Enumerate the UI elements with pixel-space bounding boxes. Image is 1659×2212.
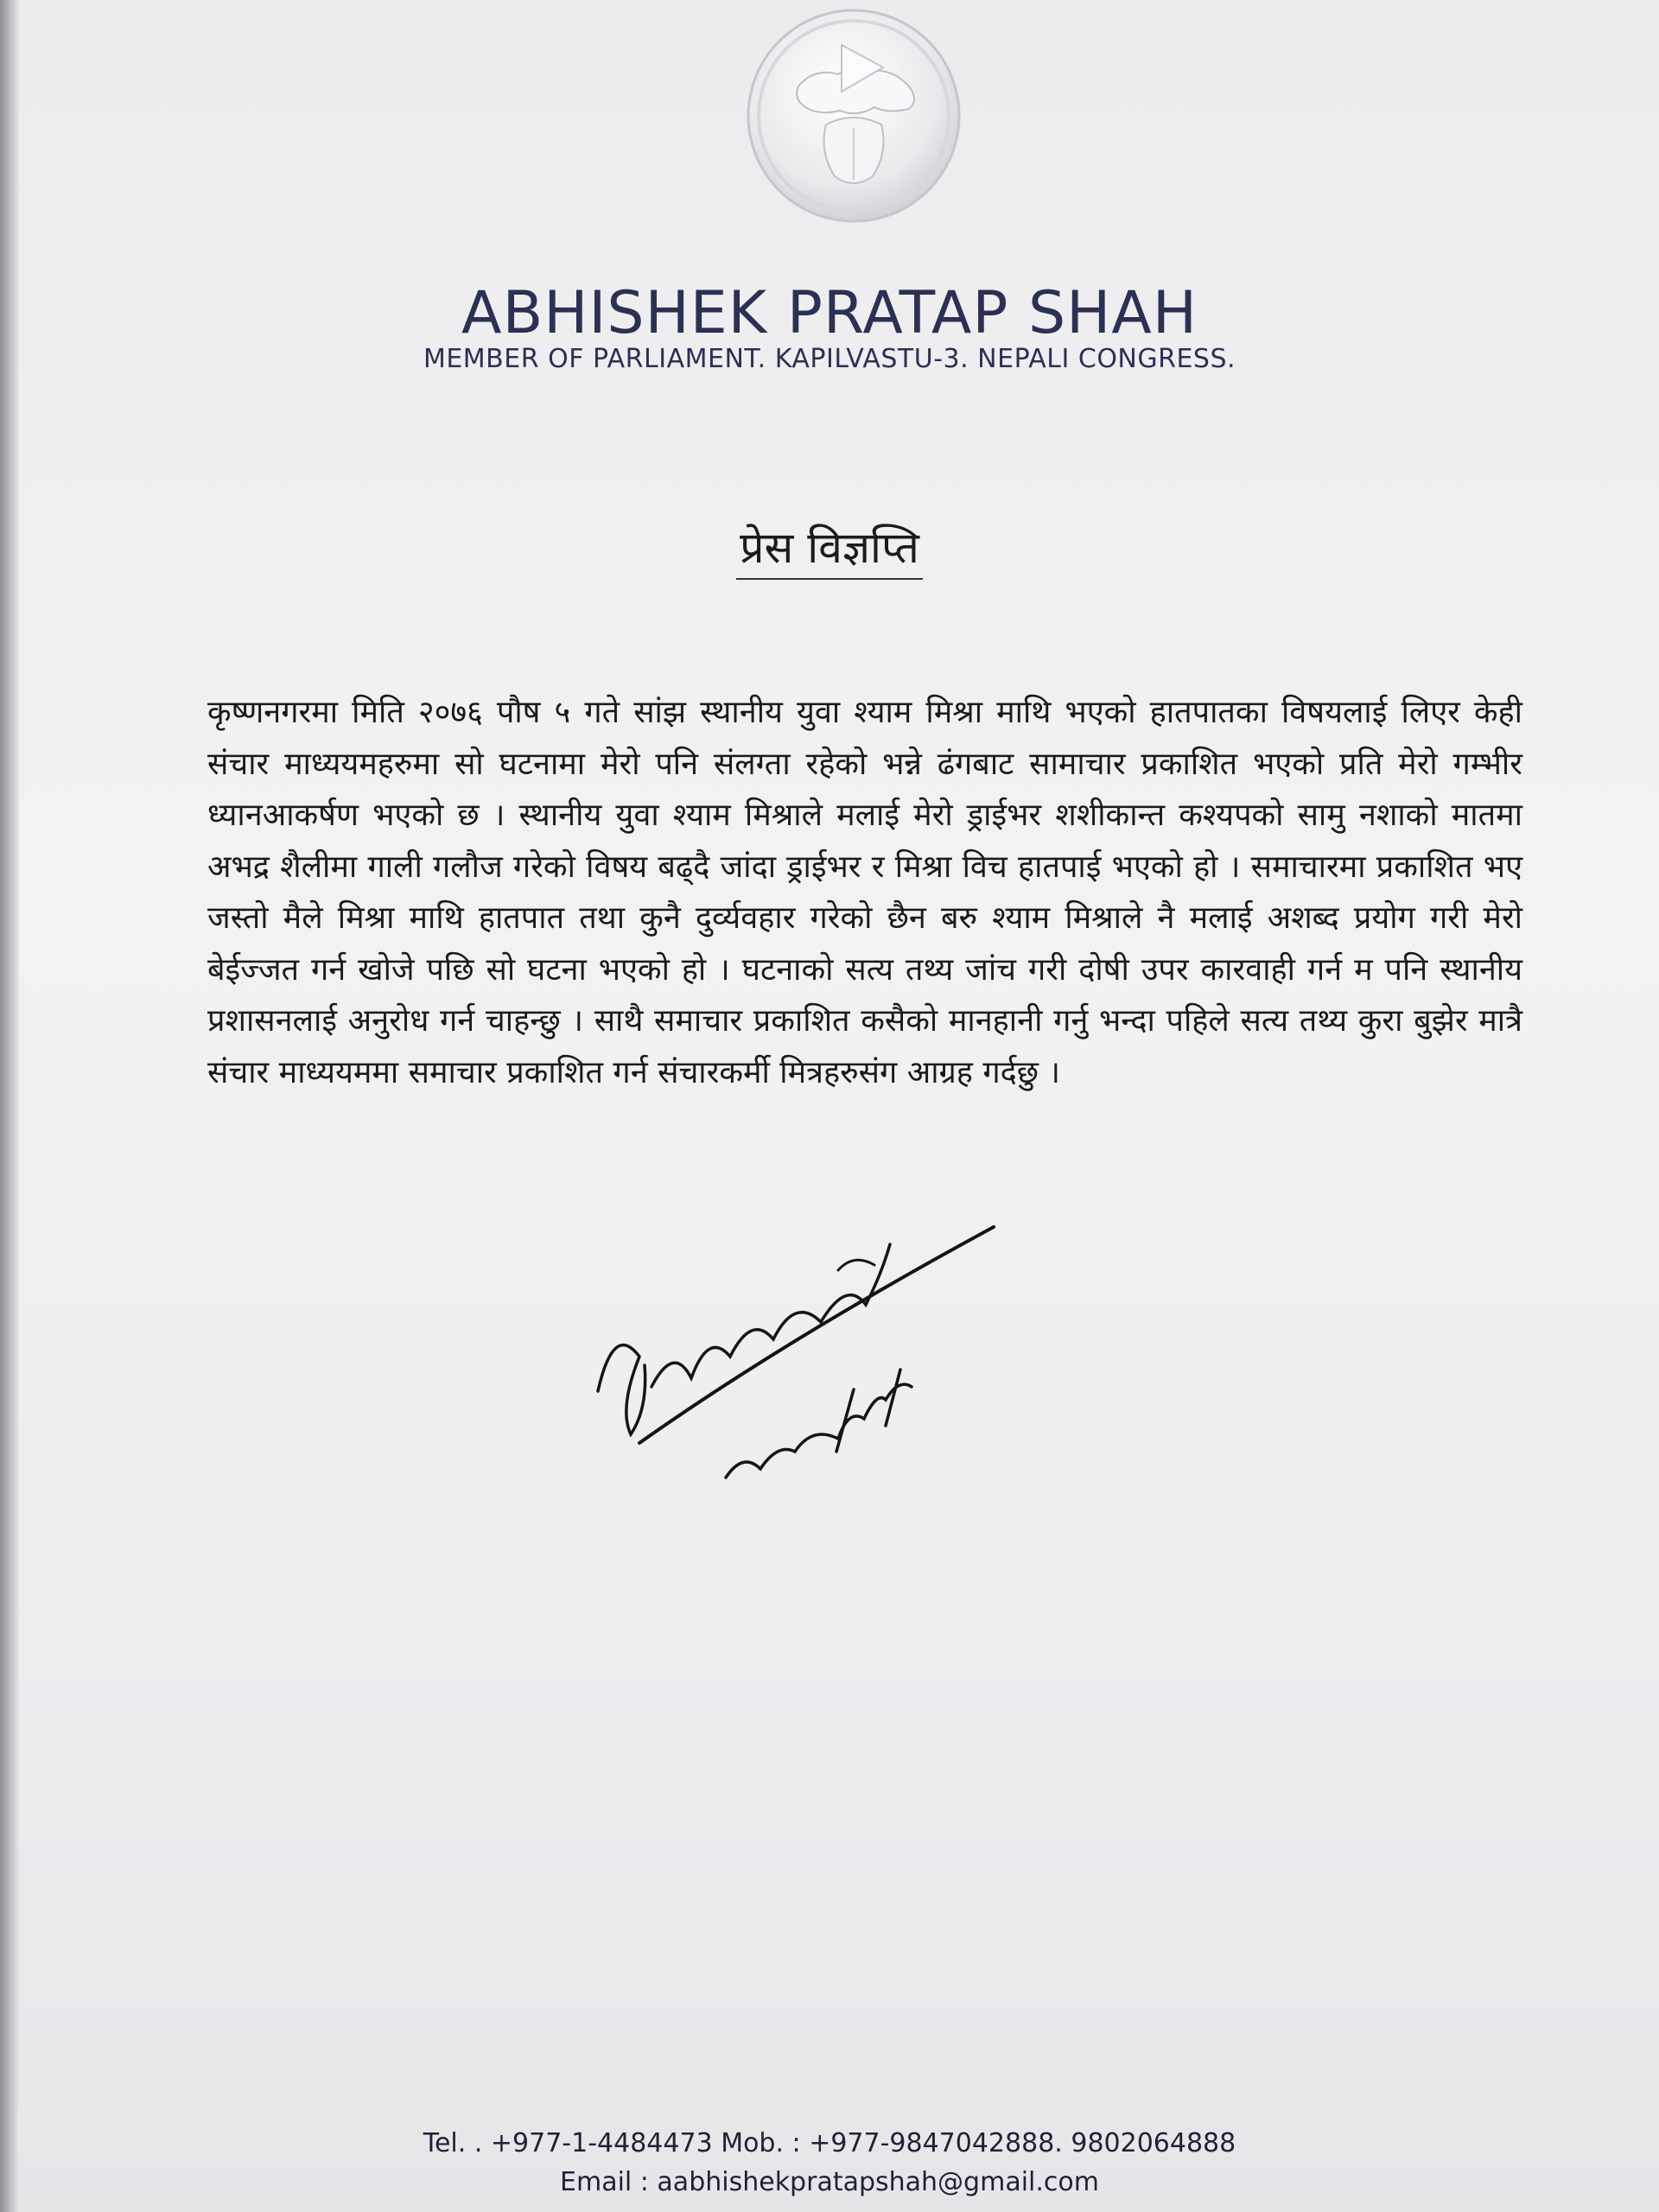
letterhead-designation: MEMBER OF PARLIAMENT. KAPILVASTU-3. NEPALI CONGRESS. <box>423 344 1236 374</box>
handwritten-signature <box>579 1192 1011 1503</box>
letterhead-name: ABHISHEK PRATAP SHAH <box>461 279 1198 347</box>
footer-email: Email : aabhishekpratapshah@gmail.com <box>560 2167 1099 2197</box>
press-release-body: कृष्णनगरमा मिति २०७६ पौष ५ गते सांझ स्थानीय युवा श्याम मिश्रा माथि भएको हातपातका विषयलाई लिएर केही संचार माध्ययमहरुमा सो घटनामा मेरो पनि संलग्ता रहेको भन्ने ढंगबाट सामाचार प्रकाशित भएको प्रति मेरो गम्भीर ध्यानआकर्षण भएको छ । स्थानीय युवा श्याम मिश्राले मलाई मेरो ड्राईभर शशीकान्त कश्यपको सामु नशाको मातमा अभद्र शैलीमा गाली गलौज गरेको विषय बढ्दै जांदा ड्राईभर र मिश्रा विच हातपाई भएको हो । समाचारमा प्रकाशित भए जस्तो मैले मिश्रा माथि हातपात तथा कुनै दुर्व्यवहार गरेको छैन बरु श्याम मिश्राले नै मलाई अशब्द प्रयोग गरी मेरो बेईज्जत गर्न खोजे पछि सो घटना भएको हो । घटनाको सत्य तथ्य जांच गरी दोषी उपर कारवाही गर्न म पनि स्थानीय प्रशासनलाई अनुरोध गर्न चाहन्छु । साथै समाचार प्रकाशित कसैको मानहानी गर्नु भन्दा पहिले सत्य तथ्य कुरा बुझेर मात्रै संचार माध्ययममा समाचार प्रकाशित गर्न संचारकर्मी मित्रहरुसंग आग्रह गर्दछु । <box>207 695 1522 1090</box>
nepali-congress-emblem-icon <box>745 7 963 225</box>
press-release-title-text: प्रेस विज्ञप्ति <box>736 523 923 580</box>
footer-phone-numbers: Tel. . +977-1-4484473 Mob. : +977-9847042888. 9802064888 <box>423 2128 1236 2158</box>
press-release-title <box>0 517 1659 575</box>
